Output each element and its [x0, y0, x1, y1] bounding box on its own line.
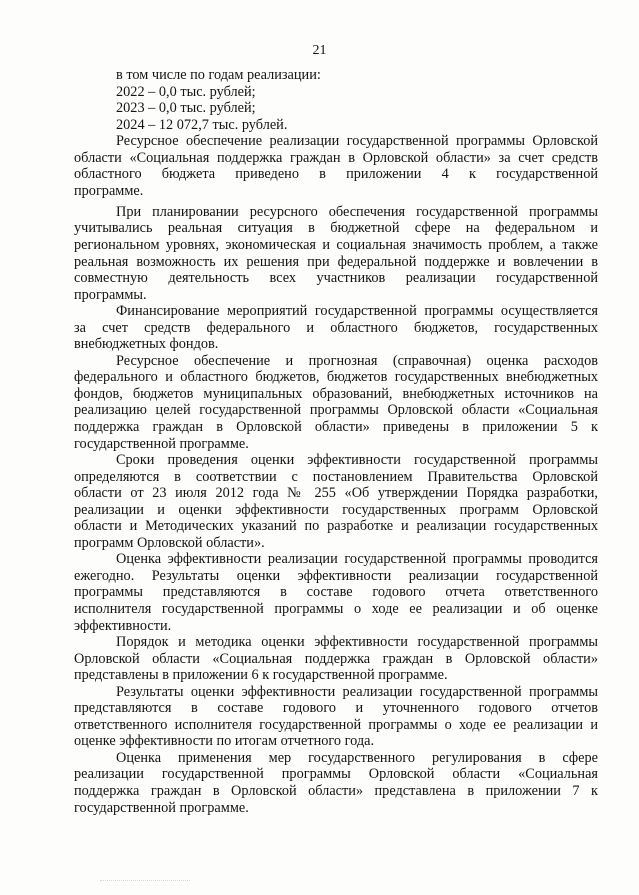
text-line: Финансирование мероприятий государственной программы осуществляется [116, 303, 598, 320]
text-line: Порядок и методика оценки эффективности государственной программы [116, 634, 598, 651]
text-line: эффективности. [74, 617, 172, 634]
document-body [74, 67, 598, 816]
text-line: реализацию целей государственной программы Орловской области «Социальная [74, 402, 598, 419]
text-line: При планировании ресурсного обеспечения государственной программы [116, 203, 598, 220]
text-line: 2023 – 0,0 тыс. рублей; [116, 100, 256, 117]
text-line: учитывались реальная ситуация в бюджетной сфере на федеральном и [74, 220, 598, 237]
scan-artifact [100, 880, 190, 885]
text-line: реализации государственной программы Орловской области «Социальная [74, 766, 598, 783]
text-line: области «Социальная поддержка граждан в Орловской области» за счет средств [74, 149, 598, 166]
text-line: оценке эффективности по итогам отчетного года. [74, 733, 375, 750]
text-line: Оценка применения мер государственного регулирования в сфере [116, 749, 598, 766]
text-line: совместную деятельность всех участников реализации государственной [74, 270, 598, 287]
text-line: Результаты оценки эффективности реализации государственной программы [116, 683, 598, 700]
text-line: региональном уровнях, экономическая и социальная значимость проблем, а также [74, 236, 598, 253]
text-line: Ресурсное обеспечение и прогнозная (справочная) оценка расходов [116, 352, 598, 369]
text-line: Оценка эффективности реализации государственной программы проводится [116, 551, 598, 568]
text-line: поддержка граждан в Орловской области» представлена в приложении 7 к [74, 783, 598, 800]
text-line: программе. [74, 182, 144, 199]
text-line: представляются в составе годового и уточненного годового отчетов [74, 700, 598, 717]
text-line: области от 23 июля 2012 года № 255 «Об утверждении Порядка разработки, [74, 485, 598, 502]
text-line: определяются в соответствии с постановлением Правительства Орловской [74, 468, 598, 485]
text-line: программы. [74, 286, 147, 303]
text-line: за счет средств федерального и областного бюджетов, государственных [74, 319, 598, 336]
text-line: внебюджетных фондов. [74, 336, 219, 353]
text-line: ответственного исполнителя государственной программы о ходе ее реализации и [74, 716, 598, 733]
text-line: исполнителя государственной программы о ходе ее реализации и об оценке [74, 601, 598, 617]
text-line: государственной программе. [74, 435, 249, 452]
text-line: области и Методических указаний по разработке и реализации государственных [74, 518, 598, 535]
text-line: Сроки проведения оценки эффективности государственной программы [116, 452, 598, 469]
text-line: Ресурсное обеспечение реализации государственной программы Орловской [116, 133, 598, 150]
text-line: областного бюджета приведено в приложении 4 к государственной [74, 166, 598, 183]
text-line: 2022 – 0,0 тыс. рублей; [116, 83, 256, 100]
text-line: Орловской области «Социальная поддержка граждан в Орловской области» [74, 650, 598, 667]
text-line: поддержка граждан в Орловской области» приведены в приложении 5 к [74, 418, 598, 435]
text-line: реализации и оценки эффективности государственных программ Орловской [74, 501, 598, 518]
text-line: в том числе по годам реализации: [116, 67, 321, 83]
text-line: фондов, бюджетов муниципальных образований, внебюджетных источников на [74, 385, 598, 402]
text-line: представлены в приложении 6 к государственной программе. [74, 667, 448, 684]
text-line: федерального и областного бюджетов, бюджетов государственных внебюджетных [74, 369, 598, 386]
page-number: 21 [312, 43, 327, 58]
text-line: ежегодно. Результаты оценки эффективности реализации государственной [74, 567, 598, 584]
text-line: 2024 – 12 072,7 тыс. рублей. [116, 116, 288, 133]
text-line: государственной программе. [74, 799, 249, 816]
text-line: программы представляются в составе годового отчета ответственного [74, 584, 598, 601]
text-line: программ Орловской области». [74, 534, 265, 551]
text-line: реальная возможность их решения при федеральной поддержке и вовлечении в [74, 253, 598, 270]
